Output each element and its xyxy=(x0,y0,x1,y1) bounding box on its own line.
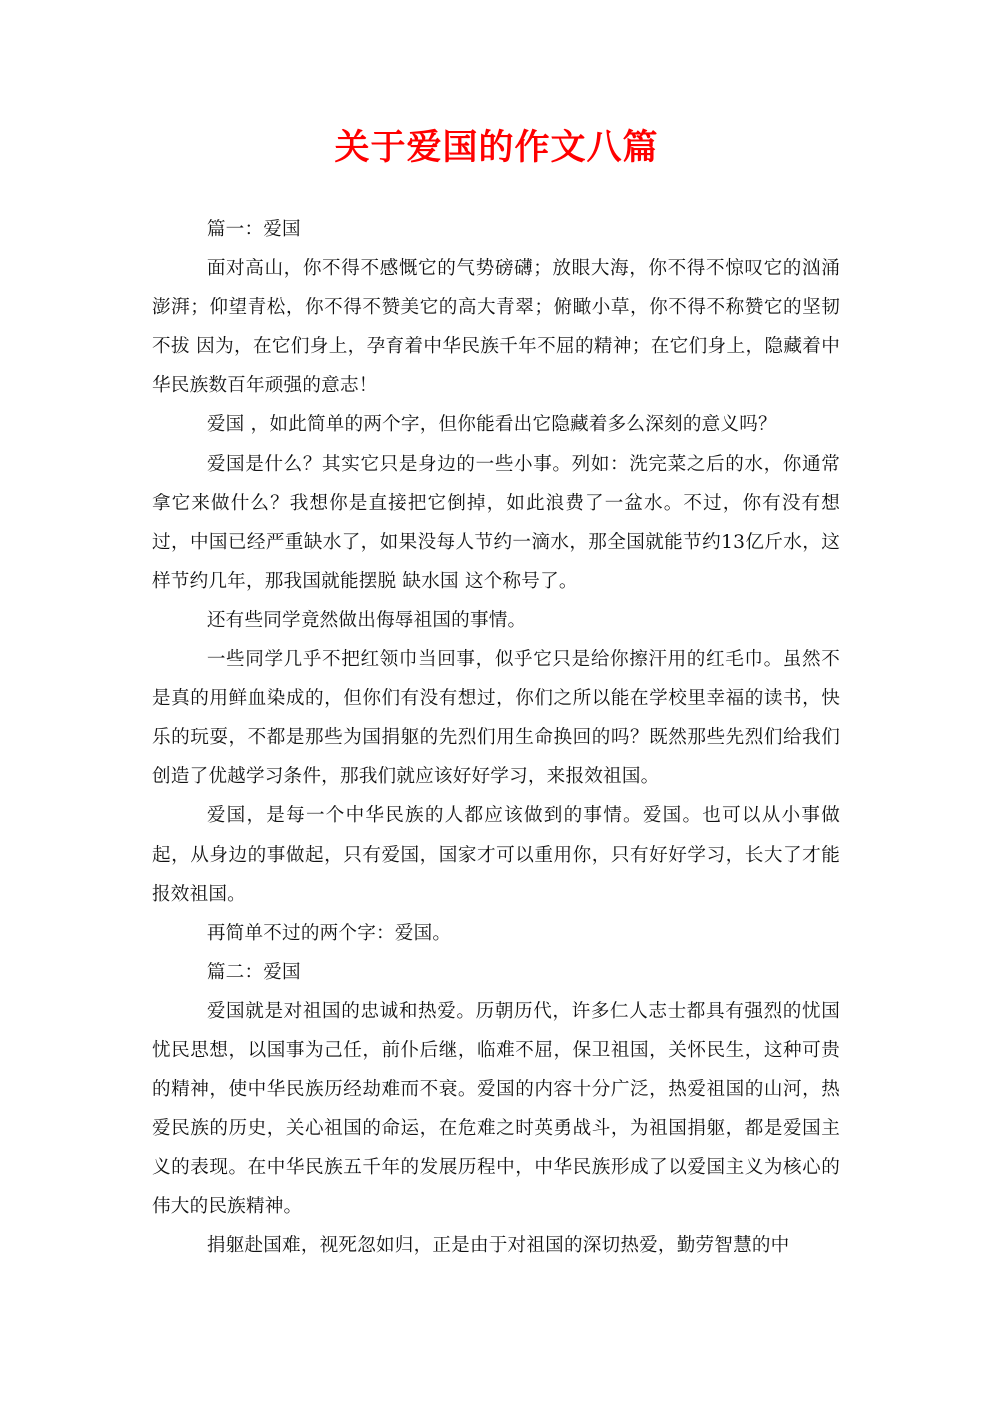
document-title: 关于爱国的作文八篇 xyxy=(334,128,659,168)
paragraph: 面对高山，你不得不感慨它的气势磅礴；放眼大海，你不得不惊叹它的汹涌澎湃；仰望青松，你不得不赞美它的高大青翠；俯瞰小草，你不得不称赞它的坚韧不拔 因为，在它们身上，孕育着中华民族千年不屈的精神；在它们身上，隐藏着中华民族数百年顽强的意志！ xyxy=(152,258,840,397)
paragraph: 再简单不过的两个字：爱国。 xyxy=(206,922,452,944)
paragraph: 爱国 ，如此简单的两个字，但你能看出它隐藏着多么深刻的意义吗？ xyxy=(206,414,777,436)
paragraph: 爱国就是对祖国的忠诚和热爱。历朝历代，许多仁人志士都具有强烈的忧国忧民思想，以国事为己任，前仆后继，临难不屈，保卫祖国，关怀民生，这种可贵的精神，使中华民族历经劫难而不衰。爱国的内容十分广泛，热爱祖国的山河，热爱民族的历史，关心祖国的命运，在危难之时英勇战斗，为祖国捐躯，都是爱国主义的表现。在中华民族五千年的发展历程中，中华民族形成了以爱国主义为核心的伟大的民族精神。 xyxy=(152,1000,840,1218)
section-heading-2: 篇二：爱国 xyxy=(206,961,301,983)
paragraph: 捐躯赴国难，视死忽如归，正是由于对祖国的深切热爱，勤劳智慧的中 xyxy=(206,1235,790,1257)
document-body xyxy=(152,210,840,1266)
paragraph: 还有些同学竟然做出侮辱祖国的事情。 xyxy=(206,609,527,631)
paragraph: 爱国是什么？其实它只是身边的一些小事。列如：洗完菜之后的水，你通常拿它来做什么？我想你是直接把它倒掉，如此浪费了一盆水。不过，你有没有想过，中国已经严重缺水了，如果没每人节约一滴水，那全国就能节约13亿斤水，这样节约几年，那我国就能摆脱 缺水国 这个称号了。 xyxy=(152,453,840,592)
paragraph: 爱国，是每一个中华民族的人都应该做到的事情。爱国。也可以从小事做起，从身边的事做起，只有爱国，国家才可以重用你，只有好好学习，长大了才能报效祖国。 xyxy=(152,805,840,905)
paragraph: 一些同学几乎不把红领巾当回事，似乎它只是给你擦汗用的红毛巾。虽然不是真的用鲜血染成的，但你们有没有想过，你们之所以能在学校里幸福的读书，快乐的玩耍，不都是那些为国捐躯的先烈们用生命换回的吗？既然那些先烈们给我们创造了优越学习条件，那我们就应该好好学习，来报效祖国。 xyxy=(152,649,840,788)
section-heading-1: 篇一：爱国 xyxy=(206,219,301,240)
